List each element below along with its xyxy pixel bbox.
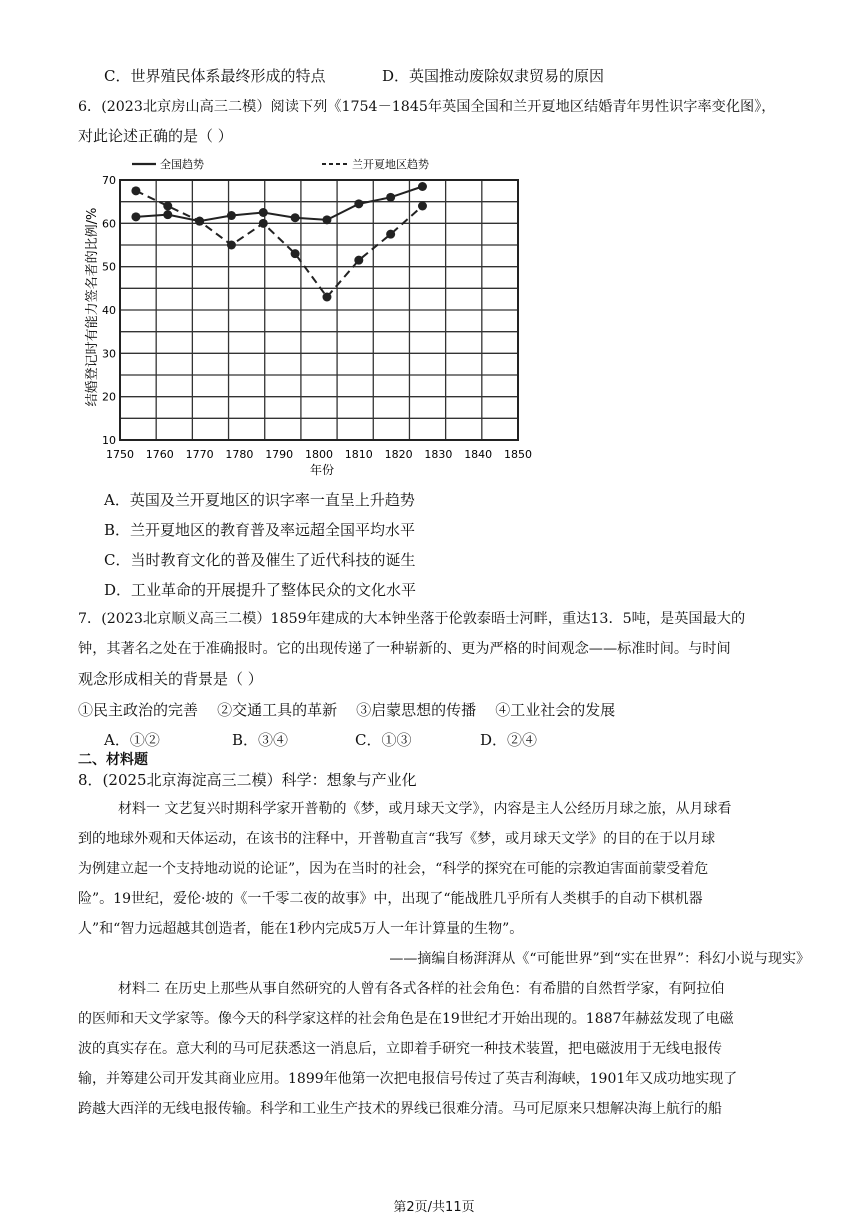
x-tick-label: 1840 bbox=[464, 448, 493, 461]
data-point-national bbox=[163, 210, 172, 219]
q8-material2-line: 输，并筹建公司开发其商业应用。1899年他第一次把电报信号传过了英吉利海峡，1901年又成功地实现了 bbox=[78, 1071, 738, 1087]
data-point-national bbox=[418, 182, 427, 191]
legend-label-national: 全国趋势 bbox=[160, 158, 204, 171]
data-point-lancashire bbox=[163, 202, 172, 211]
q6-option-a: A．英国及兰开夏地区的识字率一直呈上升趋势 bbox=[104, 491, 415, 509]
q7-stem-line1: 7．(2023北京顺义高三二模）1859年建成的大本钟坐落于伦敦泰晤士河畔，重达13．5吨，是英国最大的 bbox=[78, 611, 746, 627]
data-point-lancashire bbox=[322, 293, 331, 302]
q8-material2-line: 跨越大西洋的无线电报传输。科学和工业生产技术的界线已很难分清。马可尼原来只想解决海上航行的船 bbox=[78, 1101, 722, 1117]
y-tick-label: 10 bbox=[102, 434, 116, 447]
q8-material1-line: 险”。19世纪，爱伦·坡的《一千零二夜的故事》中，出现了“能战胜几乎所有人类棋手的自动下棋机器 bbox=[78, 891, 703, 907]
q7-option-b: B．③④ bbox=[232, 731, 289, 749]
y-tick-label: 60 bbox=[102, 217, 116, 231]
q5-option-c: C．世界殖民体系最终形成的特点 bbox=[104, 67, 326, 85]
data-point-national bbox=[354, 199, 363, 208]
q7-stem-line3: 观念形成相关的背景是（ ） bbox=[78, 670, 263, 688]
q7-option-a: A．①② bbox=[104, 731, 160, 749]
y-tick-label: 70 bbox=[102, 174, 116, 187]
q6-option-b: B．兰开夏地区的教育普及率远超全国平均水平 bbox=[104, 521, 416, 539]
data-point-lancashire bbox=[259, 219, 268, 228]
section-heading: 二、材料题 bbox=[78, 752, 148, 768]
data-point-national bbox=[131, 212, 140, 221]
q8-material1-line: 材料一 文艺复兴时期科学家开普勒的《梦，或月球天文学》，内容是主人公经历月球之旅，从月球看 bbox=[118, 801, 732, 817]
series-line-national bbox=[136, 187, 423, 222]
x-tick-label: 1820 bbox=[384, 448, 413, 461]
q7-stem-line2: 钟，其著名之处在于准确报时。它的出现传递了一种崭新的、更为严格的时间观念——标准时间。与时间 bbox=[78, 641, 731, 657]
data-point-lancashire bbox=[291, 249, 300, 258]
q6-option-c: C．当时教育文化的普及催生了近代科技的诞生 bbox=[104, 551, 416, 569]
q8-material2-line: 材料二 在历史上那些从事自然研究的人曾有各式各样的社会角色：有希腊的自然哲学家，有阿拉伯 bbox=[118, 981, 725, 997]
q6-option-d: D．工业革命的开展提升了整体民众的文化水平 bbox=[104, 581, 417, 599]
y-axis-label: 结婚登记时有能力签名者的比例/% bbox=[85, 207, 100, 407]
q8-material1-line: 为例建立起一个支持地动说的论证”，因为在当时的社会，“科学的探究在可能的宗教迫害面前蒙受着危 bbox=[78, 861, 709, 877]
x-axis-label: 年份 bbox=[309, 463, 335, 477]
q8-material2-line: 的医师和天文学家等。像今天的科学家这样的社会角色是在19世纪才开始出现的。1887年赫兹发现了电磁 bbox=[78, 1011, 734, 1027]
x-tick-label: 1770 bbox=[185, 448, 214, 461]
y-tick-label: 30 bbox=[102, 347, 116, 361]
x-tick-label: 1790 bbox=[265, 448, 294, 461]
data-point-lancashire bbox=[354, 256, 363, 265]
q6-stem-line2: 对此论述正确的是（ ） bbox=[78, 127, 233, 145]
data-point-lancashire bbox=[195, 217, 204, 226]
x-tick-label: 1750 bbox=[106, 448, 134, 461]
x-tick-label: 1830 bbox=[424, 448, 453, 461]
data-point-lancashire bbox=[131, 186, 140, 195]
x-tick-label: 1800 bbox=[305, 448, 333, 461]
q8-material1-line: 人”和“智力远超越其创造者，能在1秒内完成5万人一年计算量的生物”。 bbox=[78, 921, 524, 937]
data-point-national bbox=[291, 213, 300, 222]
y-tick-label: 50 bbox=[102, 260, 116, 274]
q8-material1-line: 到的地球外观和天体运动，在该书的注释中，开普勒直言“我写《梦，或月球天文学》的目的在于以月球 bbox=[78, 831, 716, 847]
q7-option-c: C．①③ bbox=[355, 731, 412, 749]
q8-material2-line: 波的真实存在。意大利的马可尼获悉这一消息后，立即着手研究一种技术装置，把电磁波用于无线电报传 bbox=[78, 1041, 722, 1057]
data-point-national bbox=[259, 208, 268, 217]
data-point-national bbox=[322, 215, 331, 224]
literacy-line-chart bbox=[80, 152, 540, 482]
q8-material1-source: ——摘编自杨湃湃从《“可能世界”到“实在世界”：科幻小说与现实》 bbox=[389, 951, 810, 967]
q7-items: ①民主政治的完善 ②交通工具的革新 ③启蒙思想的传播 ④工业社会的发展 bbox=[78, 701, 616, 719]
x-tick-label: 1810 bbox=[344, 448, 373, 461]
q5-option-d: D．英国推动废除奴隶贸易的原因 bbox=[382, 67, 605, 85]
q7-option-d: D．②④ bbox=[480, 731, 538, 749]
page-footer: 第2页/共11页 bbox=[393, 1200, 475, 1215]
x-tick-label: 1760 bbox=[145, 448, 174, 461]
y-tick-label: 40 bbox=[102, 304, 116, 317]
data-point-lancashire bbox=[227, 241, 236, 250]
chart-legend bbox=[132, 157, 429, 171]
q6-stem-line1: 6．(2023北京房山高三二模）阅读下列《1754－1845年英国全国和兰开夏地区结婚青年男性识字率变化图》， bbox=[78, 99, 776, 115]
q8-title: 8．(2025北京海淀高三二模）科学：想象与产业化 bbox=[78, 771, 417, 789]
data-point-lancashire bbox=[418, 202, 427, 211]
data-point-national bbox=[227, 211, 236, 220]
series-line-lancashire bbox=[136, 191, 423, 297]
y-tick-label: 20 bbox=[102, 390, 116, 404]
data-point-national bbox=[386, 193, 395, 202]
x-tick-label: 1780 bbox=[225, 448, 254, 461]
x-tick-label: 1850 bbox=[504, 448, 532, 461]
legend-label-lancashire: 兰开夏地区趋势 bbox=[352, 158, 429, 171]
data-point-lancashire bbox=[386, 230, 395, 239]
